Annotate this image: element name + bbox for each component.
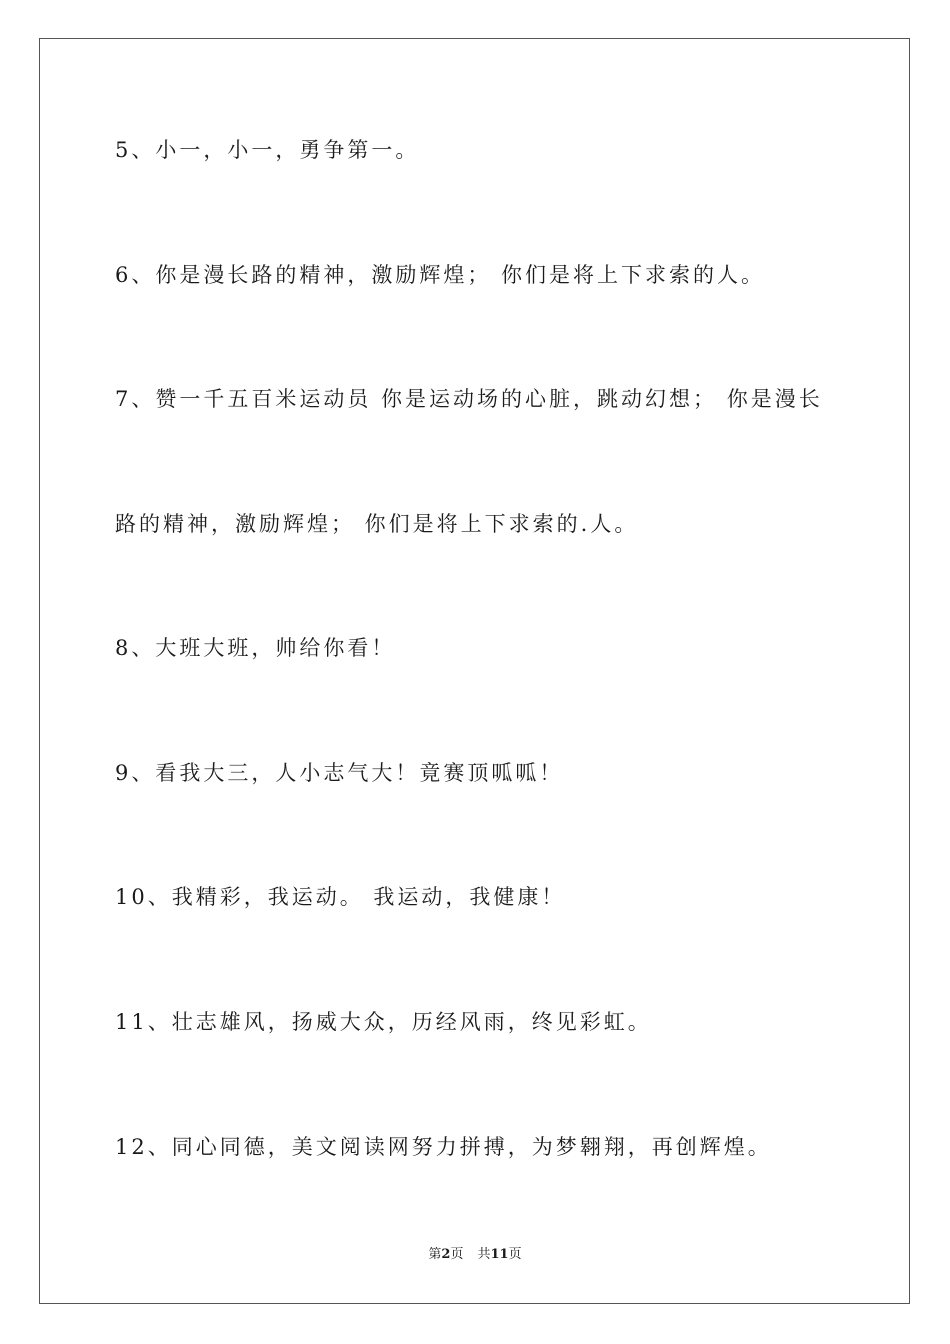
text-line-6: 6、你是漫长路的精神，激励辉煌； 你们是将上下求索的人。 [115,263,766,287]
page-suffix: 页 [450,1247,464,1262]
page-prefix: 第 [428,1247,442,1262]
page-border [39,38,910,1304]
text-line-7-continued: 路的精神，激励辉煌； 你们是将上下求索的.人。 [115,512,639,536]
total-suffix: 页 [508,1247,522,1262]
page-footer [0,1246,950,1264]
total-page-number: 11 [490,1247,509,1262]
text-line-10: 10、我精彩，我运动。 我运动，我健康！ [115,885,566,909]
text-line-11: 11、壮志雄风，扬威大众，历经风雨，终见彩虹。 [115,1010,652,1034]
text-line-8: 8、大班大班，帅给你看！ [115,636,396,660]
text-line-7: 7、赞一千五百米运动员 你是运动场的心脏，跳动幻想； 你是漫长 [115,387,823,411]
text-line-12: 12、同心同德，美文阅读网努力拼搏，为梦翱翔，再创辉煌。 [115,1135,772,1159]
total-prefix: 共 [477,1247,491,1262]
text-line-5: 5、小一，小一，勇争第一。 [115,138,420,162]
text-line-9: 9、看我大三，人小志气大！竟赛顶呱呱！ [115,761,564,785]
current-page-number: 2 [441,1247,451,1262]
